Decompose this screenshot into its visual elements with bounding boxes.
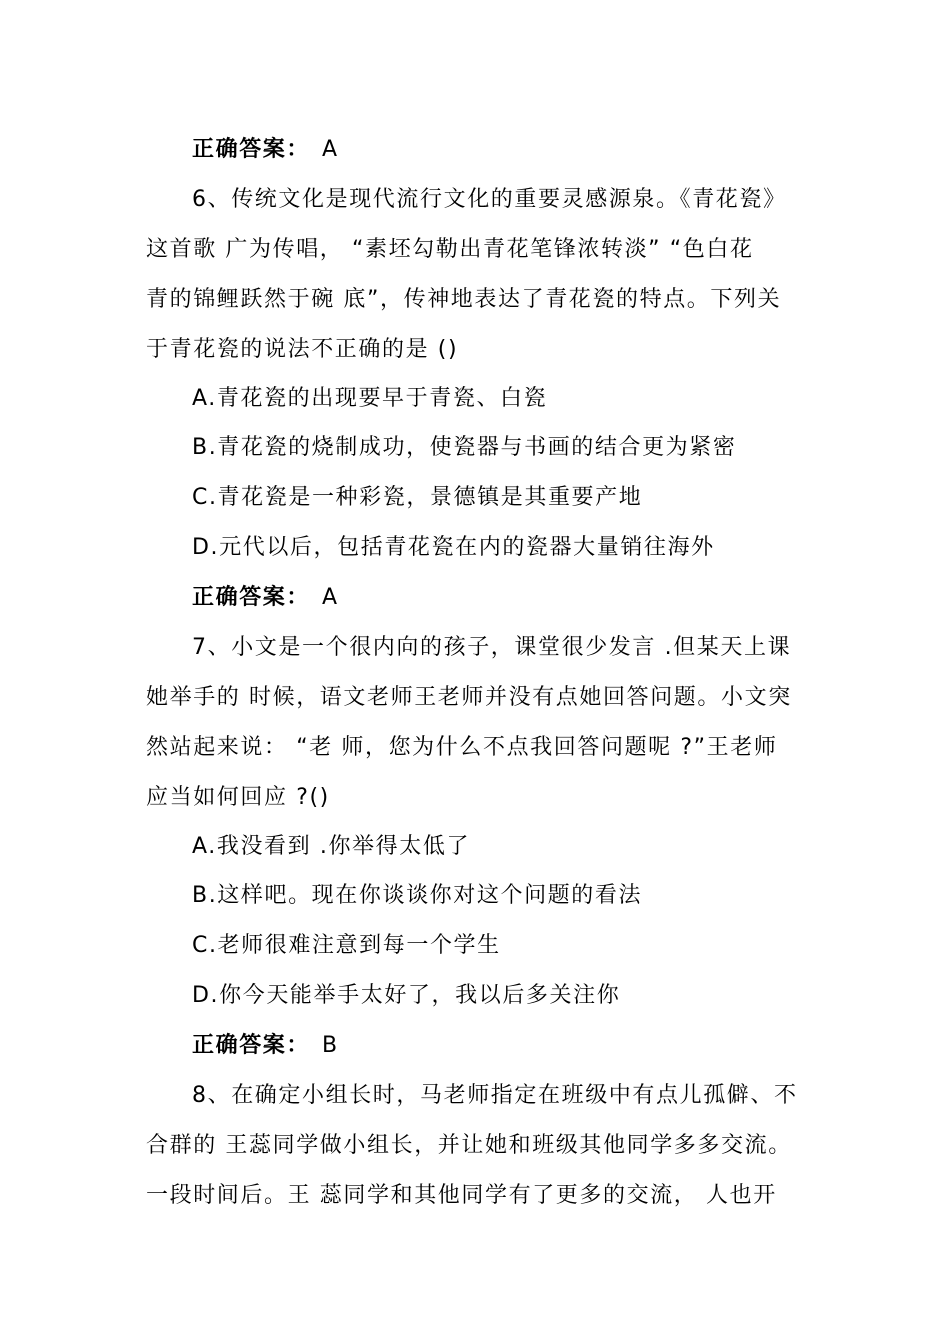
answer-line [192,130,856,170]
question-text-line: 应当如何回应 ?() [146,785,330,810]
answer-label: 正确答案： [192,585,311,610]
option-b: B.这样吧。现在你谈谈你对这个问题的看法 [192,883,643,908]
answer-line [192,578,856,618]
question-text-line: 一段时间后。王 蕊同学和其他同学有了更多的交流， 人也开 [146,1183,777,1208]
answer-value: A [322,137,339,162]
option-b: B.青花瓷的烧制成功，使瓷器与书画的结合更为紧密 [192,435,737,460]
answer-label: 正确答案： [192,137,311,162]
option-d: D.元代以后，包括青花瓷在内的瓷器大量销往海外 [192,535,715,560]
option-c: C.老师很难注意到每一个学生 [192,933,501,958]
question-text-line: 8、在确定小组长时，马老师指定在班级中有点儿孤僻、不 [192,1083,798,1108]
option-d: D.你今天能举手太好了，我以后多关注你 [192,983,621,1008]
answer-value: A [322,585,339,610]
option-a: A.我没看到 .你举得太低了 [192,834,471,859]
question-text-line: 合群的 王蕊同学做小组长，并让她和班级其他同学多多交流。 [146,1133,792,1158]
question-text-line: 她举手的 时候，语文老师王老师并没有点她回答问题。小文突 [146,685,792,710]
question-text-line: 7、小文是一个很内向的孩子，课堂很少发言 .但某天上课 [192,635,792,660]
answer-line [192,1026,856,1066]
answer-value: B [322,1033,339,1058]
question-text-line: 于青花瓷的说法不正确的是 () [146,337,459,362]
option-a: A.青花瓷的出现要早于青瓷、白瓷 [192,386,548,411]
question-text-line: 然站起来说： “老 师，您为什么不点我回答问题呢 ?”王老师 [146,735,778,760]
option-c: C.青花瓷是一种彩瓷，景德镇是其重要产地 [192,485,643,510]
question-text-line: 青的锦鲤跃然于碗 底”，传神地表达了青花瓷的特点。下列关 [146,287,782,312]
question-text-line: 6、传统文化是现代流行文化的重要灵感源泉。《青花瓷》 [192,187,787,212]
answer-label: 正确答案： [192,1033,311,1058]
question-text-line: 这首歌 广为传唱， “素坯勾勒出青花笔锋浓转淡” “色白花 [146,237,754,262]
